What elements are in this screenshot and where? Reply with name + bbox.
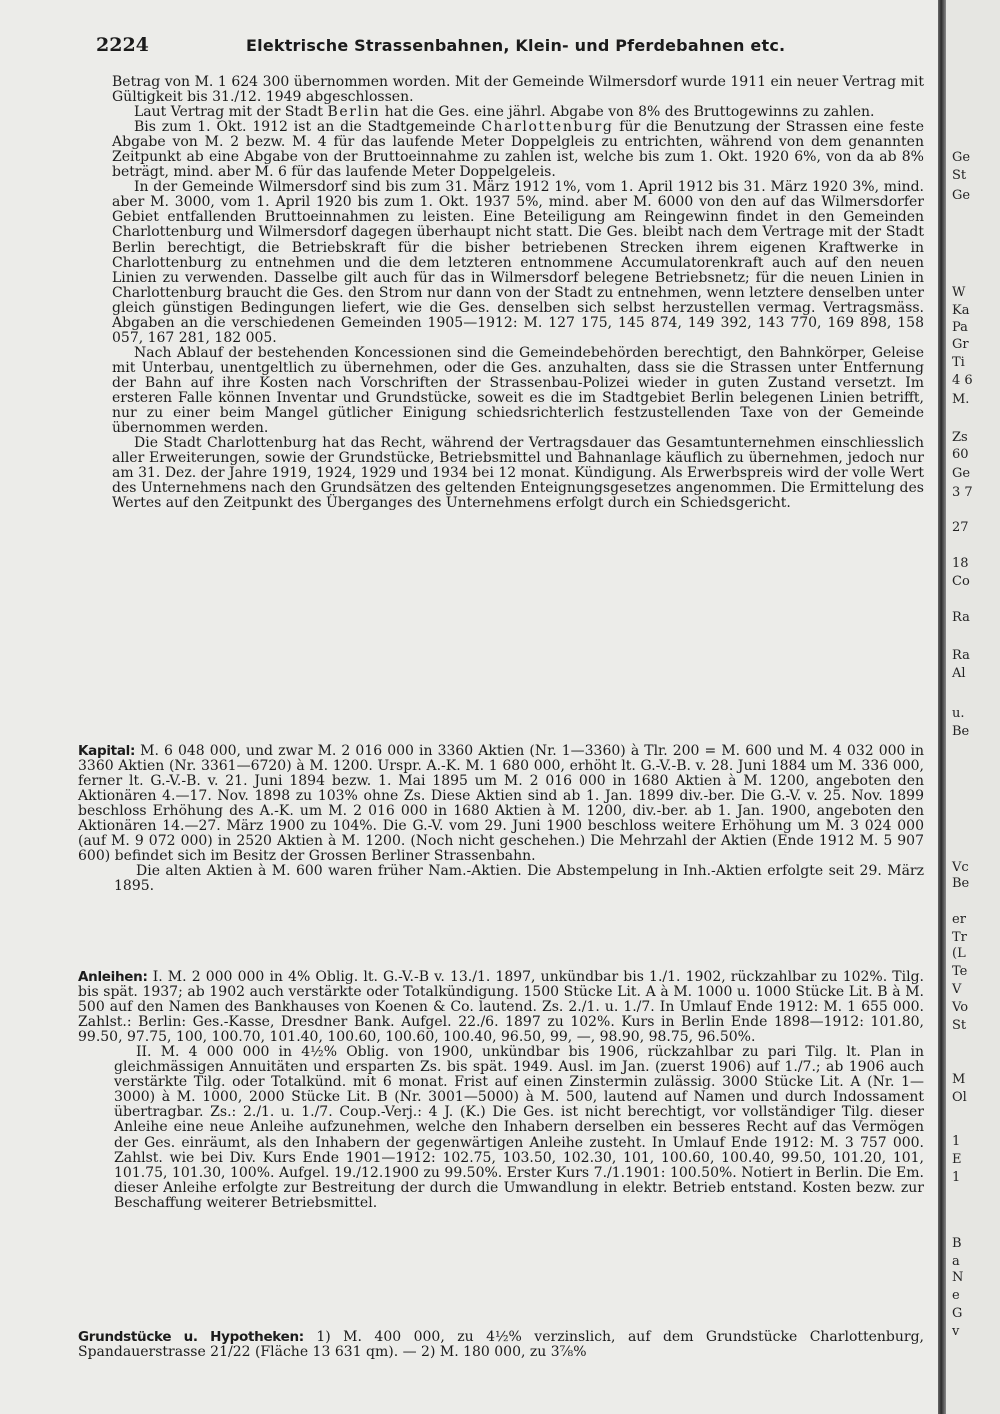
adjacent-page-fragment: Co xyxy=(952,574,970,589)
paragraph-2 xyxy=(112,105,924,120)
paragraph-3 xyxy=(112,120,924,180)
adjacent-page-fragment: 60 xyxy=(952,447,969,462)
adjacent-page-fragment: Gr xyxy=(952,337,969,352)
adjacent-page-fragment: v xyxy=(952,1324,960,1339)
paragraph-2-pre: Laut Vertrag mit der Stadt xyxy=(134,104,328,121)
kapital-note: Die alten Aktien à M. 600 waren früher Nam.-Aktien. Die Abstempelung in Inh.-Aktien erfolgte seit 29. März 1895. xyxy=(114,863,924,895)
adjacent-page-fragment: Vo xyxy=(952,1000,969,1015)
adjacent-page-fragment: Vc xyxy=(952,860,969,875)
book-gutter xyxy=(938,0,946,1414)
adjacent-page-fragment: M xyxy=(952,1072,966,1087)
grundstuecke-text: 1) M. 400 000, zu 4½% verzinslich, auf dem Grundstücke Charlottenburg, Spandauerstrasse 21/22 (Fläche 13 631 qm). — 2) M. 180 000, zu 3⅞% xyxy=(78,1329,925,1361)
adjacent-page-fragment: N xyxy=(952,1270,964,1285)
city-charlottenburg: Charlottenburg xyxy=(481,119,614,136)
adjacent-page-fragment: Ol xyxy=(952,1090,967,1105)
adjacent-page-fragment: W xyxy=(952,285,966,300)
adjacent-page-fragment: St xyxy=(952,168,967,183)
anleihen-label: Anleihen: xyxy=(78,969,148,985)
adjacent-page-edge xyxy=(946,0,1000,1414)
adjacent-page-fragment: Be xyxy=(952,724,970,739)
adjacent-page-fragment: Ge xyxy=(952,188,971,203)
anleihe-1-text: I. M. 2 000 000 in 4% Oblig. lt. G.-V.-B v. 13./1. 1897, unkündbar bis 1./1. 1902, rückzahlbar zu 102%. Tilg. bis spät. 1937; ab 1902 auch verstärkte oder Totalkündigung. 1500 Stücke Lit. A à M. 1000 u. 1000 Stücke Lit. B à M. 500 auf den Namen des Bankhauses von Koenen & Co. lautend. Zs. 2./1. u. 1./7. In Umlauf Ende 1912: M. 1 655 000. Zahlst.: Berlin: Ges.-Kasse, Dresdner Bank. Aufgel. 22./6. 1897 zu 102%. Kurs in Berlin Ende 1898—1912: 101.80, 99.50, 97.75, 100, 100.70, 101.40, 100.60, 100.60, 100.40, 96.50, 99, —, 98.90, 98.75, 96.50%. xyxy=(78,969,925,1046)
adjacent-page-fragment: St xyxy=(952,1018,967,1033)
kapital-entry xyxy=(78,744,924,864)
paragraph-3-post: für die Benutzung der Strassen eine feste Abgabe von M. 2 bezw. M. 4 für das laufende Meter Doppelgleis zu entrichten, während von dem genannten Zeitpunkt ab eine Abgabe von der Bruttoeinnahme zu zahlen ist, welche bis zum 1. Okt. 1920 6%, von da ab 8% beträgt, mind. aber M. 6 für das laufende Meter Doppelgeleis. xyxy=(112,119,924,181)
anleihe-1 xyxy=(78,970,924,1045)
paragraph-2-post: hat die Ges. eine jährl. Abgabe von 8% des Bruttogewinns zu zahlen. xyxy=(380,104,875,121)
page-header xyxy=(96,34,926,64)
adjacent-page-fragment: Pa xyxy=(952,320,968,335)
adjacent-page-fragment: e xyxy=(952,1288,960,1303)
adjacent-page-fragment: (L xyxy=(952,946,966,961)
body-text xyxy=(112,75,924,511)
adjacent-page-fragment: 4 6 xyxy=(952,373,973,388)
adjacent-page-fragment: Ge xyxy=(952,466,971,481)
kapital-text: M. 6 048 000, und zwar M. 2 016 000 in 3360 Aktien (Nr. 1—3360) à Tlr. 200 = M. 600 und M. 4 032 000 in 3360 Aktien (Nr. 3361—6720) à M. 1200. Urspr. A.-K. M. 1 680 000, erhöht lt. G.-V.-B. v. 28. Juni 1884 um M. 336 000, ferner lt. G.-V.-B. v. 21. Juni 1894 bezw. 1. Mai 1895 um M. 2 016 000 in 1680 Aktien à M. 1200, angeboten den Aktionären 4.—17. Nov. 1898 zu 103% ohne Zs. Diese Aktien sind ab 1. Jan. 1899 div.-ber. Die G.-V. v. 25. Nov. 1899 beschloss Erhöhung des A.-K. um M. 2 016 000 in 1680 Aktien à M. 1200, div.-ber. ab 1. Jan. 1900, angeboten den Aktionären 14.—27. März 1900 zu 104%. Die G.-V. vom 29. Juni 1900 beschloss weitere Erhöhung um M. 3 024 000 (auf M. 9 072 000) in 2520 Aktien à M. 1200. (Noch nicht geschehen.) Die Mehrzahl der Aktien (Ende 1912 M. 5 907 600) befindet sich im Besitz der Grossen Berliner Strassenbahn. xyxy=(78,743,924,865)
adjacent-page-fragment: Be xyxy=(952,876,970,891)
adjacent-page-fragment: Al xyxy=(952,666,966,681)
adjacent-page-fragment: Ge xyxy=(952,150,971,165)
adjacent-page-fragment: u. xyxy=(952,706,965,721)
grundstuecke-label: Grundstücke u. Hypotheken: xyxy=(78,1329,304,1345)
paragraph-5: Nach Ablauf der bestehenden Koncessionen sind die Gemeindebehörden berechtigt, den Bahnkörper, Geleise mit Unterbau, unentgeltlich zu übernehmen, oder die Ges. anzuhalten, dass sie die Strassen unter Entfernung der Bahn auf ihre Kosten nach Vorschriften der Strassenbau-Polizei wieder in guten Zustand versetzt. Im ersteren Falle können Inventar und Grundstücke, soweit es die im Stadtgebiet Berlin belegenen Linien betrifft, nur zu einer beim Mangel gütlicher Einigung schiedsrichterlich festzustellenden Taxe von der Gemeinde übernommen werden. xyxy=(112,344,924,437)
paragraph-3-pre: Bis zum 1. Okt. 1912 ist an die Stadtgemeinde xyxy=(134,119,482,136)
section-kapital xyxy=(78,744,924,894)
adjacent-page-fragment: Zs xyxy=(952,430,968,445)
section-anleihen xyxy=(78,970,924,1211)
running-title: Elektrische Strassenbahnen, Klein- und Pferdebahnen etc. xyxy=(246,36,786,55)
adjacent-page-fragment: 1 xyxy=(952,1134,961,1149)
adjacent-page-fragment: 18 xyxy=(952,556,969,571)
adjacent-page-fragment: 3 7 xyxy=(952,485,973,500)
paragraph-1: Betrag von M. 1 624 300 übernommen worden. Mit der Gemeinde Wilmersdorf wurde 1911 ein neuer Vertrag mit Gültigkeit bis 31./12. 1949 abgeschlossen. xyxy=(112,74,924,106)
page-number: 2224 xyxy=(96,34,149,56)
adjacent-page-fragment: Ti xyxy=(952,355,965,370)
adjacent-page-fragment: E xyxy=(952,1152,962,1167)
adjacent-page-fragment: Ka xyxy=(952,303,970,318)
adjacent-page-fragment: Ra xyxy=(952,610,970,625)
adjacent-page-fragment: 27 xyxy=(952,520,969,535)
adjacent-page-fragment: Te xyxy=(952,964,968,979)
adjacent-page-fragment: 1 xyxy=(952,1170,961,1185)
paragraph-4: In der Gemeinde Wilmersdorf sind bis zum 31. März 1912 1%, vom 1. April 1912 bis 31. März 1920 3%, mind. aber M. 3000, vom 1. April 1920 bis zum 1. Okt. 1937 5%, mind. aber M. 6000 von den auf das Wilmersdorfer Gebiet entfallenden Bruttoeinnahmen zu leisten. Eine Beteiligung am Reingewinn findet in den Gemeinden Charlottenburg und Wilmersdorf dagegen überhaupt nicht statt. Die Ges. bleibt nach dem Vertrage mit der Stadt Berlin berechtigt, die Betriebskraft für die bisher betriebenen Strecken ihrem eigenen Kraftwerke in Charlottenburg zu entnehmen und die dem letzteren entnommene Accumulatorenkraft auch auf den neuen Linien zu verwenden. Dasselbe gilt auch für das in Wilmersdorf belegene Betriebsnetz; für die neuen Linien in Charlottenburg braucht die Ges. den Strom nur dann von der Stadt zu entnehmen, wenn letztere denselben unter gleich günstigen Bedingungen liefert, wie die Ges. denselben sich selbst herzustellen vermag. Vertragsmäss. Abgaben an die verschiedenen Gemeinden 1905—1912: M. 127 175, 145 874, 149 392, 143 770, 169 898, 158 057, 167 281, 182 005. xyxy=(112,179,924,346)
adjacent-page-fragment: B xyxy=(952,1236,962,1251)
adjacent-page-fragment: er xyxy=(952,912,966,927)
grundstuecke-entry xyxy=(78,1330,924,1360)
adjacent-page-fragment: a xyxy=(952,1254,960,1269)
adjacent-page-fragment: M. xyxy=(952,392,970,407)
adjacent-page-fragment: Tr xyxy=(952,930,967,945)
adjacent-page-fragment: G xyxy=(952,1306,963,1321)
kapital-label: Kapital: xyxy=(78,743,136,759)
section-grundstuecke xyxy=(78,1330,924,1360)
city-berlin: Berlin xyxy=(327,104,381,121)
adjacent-page-fragment: Ra xyxy=(952,648,970,663)
adjacent-page-fragment: V xyxy=(952,982,962,997)
paragraph-6: Die Stadt Charlottenburg hat das Recht, während der Vertragsdauer das Gesamtunternehmen einschliesslich aller Erweiterungen, sowie der Grundstücke, Betriebsmittel und Bahnanlage käuflich zu übernehmen, jedoch nur am 31. Dez. der Jahre 1919, 1924, 1929 und 1934 bei 12 monat. Kündigung. Als Erwerbspreis wird der volle Wert des Unternehmens nach den Grundsätzen des geltenden Enteignungsgesetzes angenommen. Die Ermittelung des Wertes auf den Zeitpunkt des Überganges des Unternehmens erfolgt durch ein Schiedsgericht. xyxy=(112,435,924,512)
anleihe-2: II. M. 4 000 000 in 4½% Oblig. von 1900, unkündbar bis 1906, rückzahlbar zu pari Tilg. lt. Plan in gleichmässigen Annuitäten und ersparten Zs. bis spät. 1949. Ausl. im Jan. (zuerst 1906) auf 1./7.; ab 1906 auch verstärkte Tilg. oder Totalkünd. mit 6 monat. Frist auf einen Zinstermin zulässig. 3000 Stücke Lit. A (Nr. 1—3000) à M. 1000, 2000 Stücke Lit. B (Nr. 3001—5000) à M. 500, lautend auf Namen und durch Indossament übertragbar. Zs.: 2./1. u. 1./7. Coup.-Verj.: 4 J. (K.) Die Ges. ist nicht berechtigt, vor vollständiger Tilg. dieser Anleihe eine neue Anleihe aufzunehmen, welche den Inhabern derselben ein besseres Recht auf das Vermögen der Ges. einräumt, als den Inhabern der gegenwärtigen Anleihe zusteht. In Umlauf Ende 1912: M. 3 757 000. Zahlst. wie bei Div. Kurs Ende 1901—1912: 102.75, 103.50, 102.30, 101, 100.60, 100.40, 99.50, 101.20, 101, 101.75, 101.30, 100%. Aufgel. 19./12.1900 zu 99.50%. Erster Kurs 7./1.1901: 100.50%. Notiert in Berlin. Die Em. dieser Anleihe erfolgte zur Bestreitung der durch die Umwandlung in elektr. Betrieb entstand. Kosten bezw. zur Beschaffung weiterer Betriebsmittel. xyxy=(114,1044,924,1211)
